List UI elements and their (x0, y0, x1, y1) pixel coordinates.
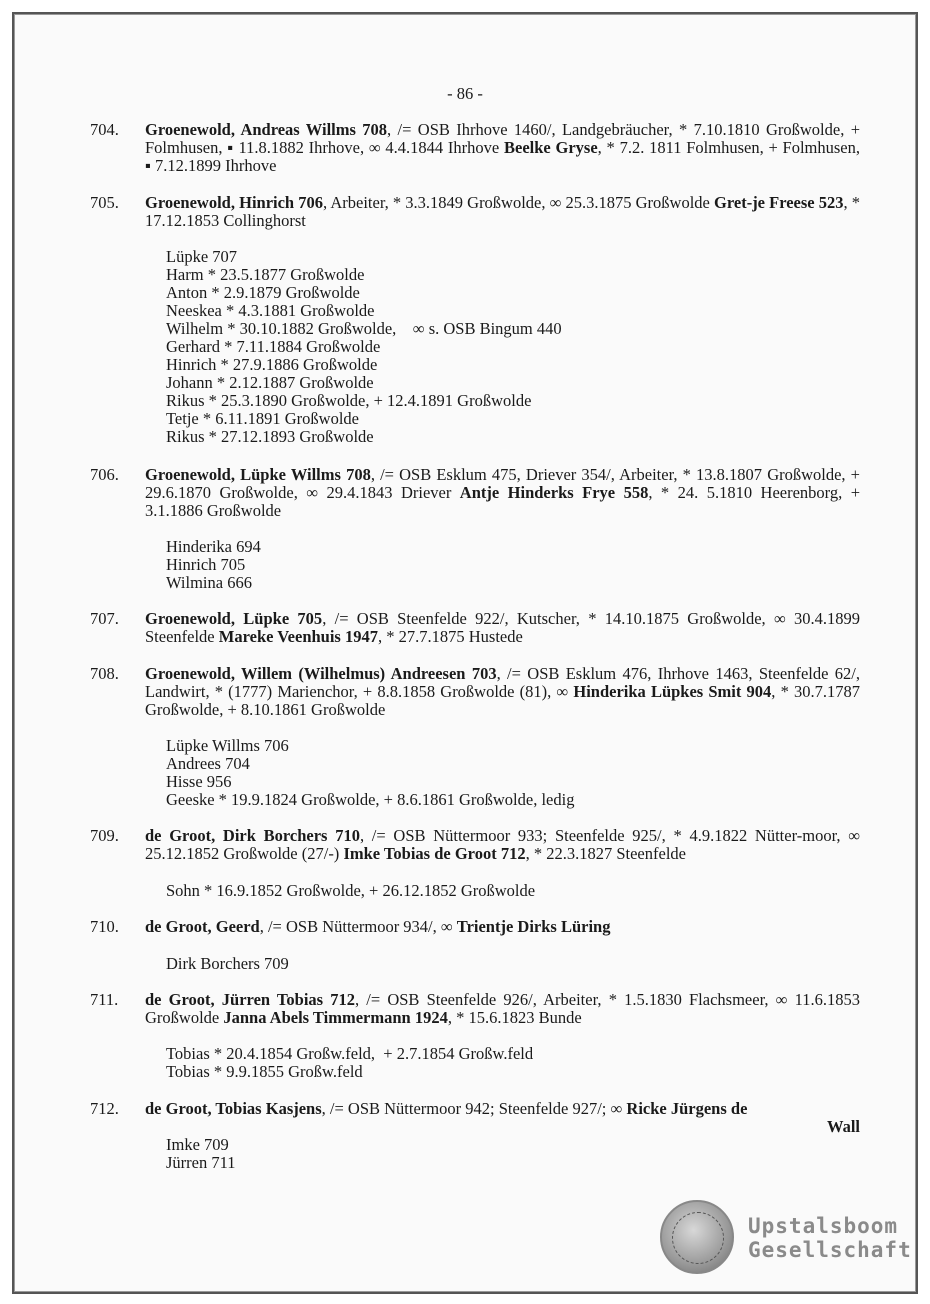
child-item: Andrees 704 (166, 754, 250, 773)
children-712 (166, 1136, 866, 1172)
entry-detail: , * 7.2. 1811 Folmhusen, + Folmhusen, ▪ 7.12.1899 Ihrhove (145, 138, 861, 175)
logo-text (748, 1214, 912, 1262)
entry-705 (90, 194, 860, 230)
child-item: Anton * 2.9.1879 Großwolde (166, 283, 360, 302)
entry-text (145, 466, 860, 520)
entry-detail: , * 15.6.1823 Bunde (447, 1008, 582, 1027)
entry-name: de Groot, Tobias Kasjens (145, 1099, 322, 1118)
logo-line-1: Upstalsboom (748, 1214, 899, 1238)
children-708 (166, 737, 866, 809)
child-item: Johann * 2.12.1887 Großwolde (166, 373, 374, 392)
entry-detail: , * 22.3.1827 Steenfelde (525, 844, 686, 863)
child-item: Tobias * 9.9.1855 Großw.feld (166, 1062, 363, 1081)
spouse-name: Antje Hinderks Frye 558 (459, 483, 649, 502)
entry-711 (90, 991, 860, 1027)
seal-icon (660, 1200, 734, 1274)
entry-712 (90, 1100, 860, 1136)
entry-detail: , /= OSB Esklum 475, Driever 354/, Arbeiter, * 13.8.1807 Großwolde, + 29.6.1870 Großwolde, ∞ 29.4.1843 Driever (145, 465, 860, 502)
child-item: Wilmina 666 (166, 573, 252, 592)
child-item: Tobias * 20.4.1854 Großw.feld, + 2.7.1854 Großw.feld (166, 1044, 534, 1063)
spouse-name: Mareke Veenhuis 1947 (218, 627, 378, 646)
entry-name: de Groot, Jürren Tobias 712 (145, 990, 356, 1009)
children-710 (166, 955, 866, 973)
entry-707 (90, 610, 860, 646)
children-709 (166, 882, 866, 900)
spouse-name: Trientje Dirks Lüring (456, 917, 611, 936)
child-item: Gerhard * 7.11.1884 Großwolde (166, 337, 381, 356)
entry-detail: , Arbeiter, * 3.3.1849 Großwolde, ∞ 25.3.1875 Großwolde (323, 193, 715, 212)
entry-number: 705. (90, 193, 119, 212)
entry-number: 710. (90, 917, 119, 936)
entry-name: de Groot, Geerd (145, 917, 260, 936)
entry-text (145, 918, 860, 936)
entry-detail: , * 30.7.1787 Großwolde, + 8.10.1861 Großwolde (145, 682, 860, 719)
entry-detail: , /= OSB Ihrhove 1460/, Landgebräucher, * 7.10.1810 Großwolde, + Folmhusen, ▪ 11.8.1882 Ihrhove, ∞ 4.4.1844 Ihrhove (145, 120, 860, 157)
entry-number: 706. (90, 465, 119, 484)
child-item: Sohn * 16.9.1852 Großwolde, + 26.12.1852 Großwolde (166, 881, 536, 900)
spouse-name-tail: Wall (826, 1117, 860, 1136)
child-item: Neeskea * 4.3.1881 Großwolde (166, 301, 375, 320)
entry-704 (90, 121, 860, 175)
entry-number: 708. (90, 664, 119, 683)
child-item: Hinrich 705 (166, 555, 246, 574)
spouse-name: Hinderika Lüpkes Smit 904 (573, 682, 772, 701)
spouse-name: Imke Tobias de Groot 712 (343, 844, 526, 863)
entry-name: Groenewold, Andreas Willms 708 (145, 120, 388, 139)
child-item: Dirk Borchers 709 (166, 954, 289, 973)
child-item: Jürren 711 (166, 1153, 236, 1172)
child-item: Imke 709 (166, 1135, 229, 1154)
entry-text (145, 1100, 860, 1136)
entry-text (145, 121, 860, 175)
child-item: Lüpke 707 (166, 247, 238, 266)
entry-name: de Groot, Dirk Borchers 710 (145, 826, 360, 845)
entry-detail: , /= OSB Esklum 476, Ihrhove 1463, Steenfelde 62/, Landwirt, * (1777) Marienchor, + 8.8.1858 Großwolde (81), ∞ (145, 664, 861, 701)
child-item: Hinderika 694 (166, 537, 261, 556)
entry-name: Groenewold, Lüpke Willms 708 (145, 465, 371, 484)
logo-line-2: Gesellschaft (748, 1238, 912, 1262)
children-706 (166, 538, 866, 592)
entry-708 (90, 665, 860, 719)
children-711 (166, 1045, 866, 1081)
entry-text (145, 194, 860, 230)
page-number: - 86 - (447, 84, 483, 103)
spouse-name: Beelke Gryse (503, 138, 598, 157)
entry-706 (90, 466, 860, 520)
entry-number: 709. (90, 826, 119, 845)
entry-detail: , /= OSB Nüttermoor 933; Steenfelde 925/, * 4.9.1822 Nütter-moor, ∞ 25.12.1852 Großwolde (27/-) (145, 826, 861, 863)
entry-detail: , /= OSB Steenfelde 926/, Arbeiter, * 1.5.1830 Flachsmeer, ∞ 11.6.1853 Großwolde (145, 990, 860, 1027)
child-item: Hisse 956 (166, 772, 232, 791)
entry-name: Groenewold, Hinrich 706 (145, 193, 323, 212)
child-item: Hinrich * 27.9.1886 Großwolde (166, 355, 378, 374)
child-item: Wilhelm * 30.10.1882 Großwolde, ∞ s. OSB Bingum 440 (166, 319, 562, 338)
entry-709 (90, 827, 860, 863)
child-item: Lüpke Willms 706 (166, 736, 289, 755)
entry-text (145, 665, 860, 719)
entry-number: 711. (90, 990, 119, 1009)
spouse-name: Janna Abels Timmermann 1924 (223, 1008, 448, 1027)
child-item: Rikus * 25.3.1890 Großwolde, + 12.4.1891 Großwolde (166, 391, 532, 410)
children-705 (166, 248, 866, 446)
entry-detail: , * 27.7.1875 Hustede (377, 627, 523, 646)
child-item: Geeske * 19.9.1824 Großwolde, + 8.6.1861 Großwolde, ledig (166, 790, 575, 809)
entry-name: Groenewold, Willem (Wilhelmus) Andreesen 703 (145, 664, 497, 683)
entry-detail: , * 17.12.1853 Collinghorst (145, 193, 861, 230)
entry-text (145, 827, 860, 863)
child-item: Tetje * 6.11.1891 Großwolde (166, 409, 359, 428)
entry-detail: , * 24. 5.1810 Heerenborg, + 3.1.1886 Großwolde (145, 483, 860, 520)
entry-detail: , /= OSB Nüttermoor 942; Steenfelde 927/; ∞ (321, 1099, 627, 1118)
entry-text (145, 991, 860, 1027)
spouse-name: Gret-je Freese 523 (714, 193, 844, 212)
entry-number: 707. (90, 609, 119, 628)
child-item: Harm * 23.5.1877 Großwolde (166, 265, 365, 284)
spouse-name: Ricke Jürgens de (626, 1099, 748, 1118)
society-logo (660, 1200, 912, 1272)
child-item: Rikus * 27.12.1893 Großwolde (166, 427, 374, 446)
entry-number: 712. (90, 1099, 119, 1118)
entry-number: 704. (90, 120, 119, 139)
entry-text (145, 610, 860, 646)
entry-710 (90, 918, 860, 936)
entry-name: Groenewold, Lüpke 705 (145, 609, 323, 628)
entry-detail: , /= OSB Steenfelde 922/, Kutscher, * 14.10.1875 Großwolde, ∞ 30.4.1899 Steenfelde (145, 609, 860, 646)
entry-detail: , /= OSB Nüttermoor 934/, ∞ (259, 917, 457, 936)
